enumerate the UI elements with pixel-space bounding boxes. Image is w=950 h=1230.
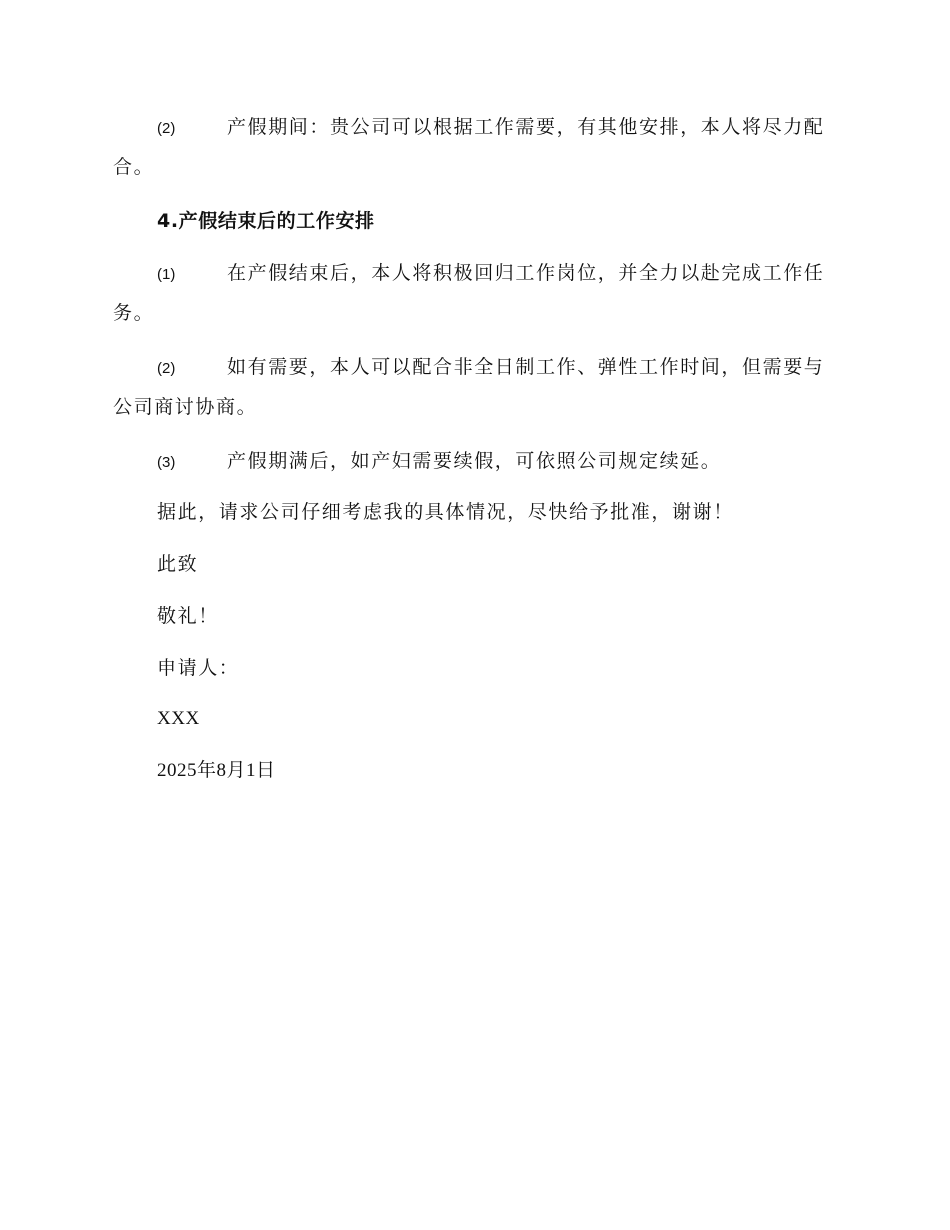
item-number: (2) bbox=[157, 120, 176, 137]
paragraph-item-2 bbox=[113, 348, 831, 426]
applicant-label: 申请人： bbox=[157, 657, 240, 679]
section-heading: 4.产假结束后的工作安排 bbox=[157, 210, 375, 232]
item-text: 如有需要，本人可以配合非全日制工作、弹性工作时间，但需要与公司商讨协商。 bbox=[113, 356, 825, 418]
item-number: (2) bbox=[157, 360, 176, 377]
applicant-name: XXX bbox=[157, 708, 200, 729]
paragraph-item-3 bbox=[113, 442, 831, 482]
paragraph-item-2-leave-period bbox=[113, 108, 831, 186]
salutation-line-2: 敬礼！ bbox=[157, 605, 219, 627]
item-text: 产假期满后，如产妇需要续假，可依照公司规定续延。 bbox=[227, 450, 722, 472]
item-text: 在产假结束后，本人将积极回归工作岗位，并全力以赴完成工作任务。 bbox=[113, 262, 825, 324]
item-number: (1) bbox=[157, 266, 176, 283]
closing-request: 据此，请求公司仔细考虑我的具体情况，尽快给予批准，谢谢！ bbox=[157, 501, 734, 523]
date-line: 2025年8月1日 bbox=[157, 760, 276, 781]
paragraph-item-1 bbox=[113, 254, 831, 332]
salutation-line-1: 此致 bbox=[157, 553, 199, 575]
item-text: 产假期间：贵公司可以根据工作需要，有其他安排，本人将尽力配合。 bbox=[113, 116, 825, 178]
item-number: (3) bbox=[157, 454, 176, 471]
